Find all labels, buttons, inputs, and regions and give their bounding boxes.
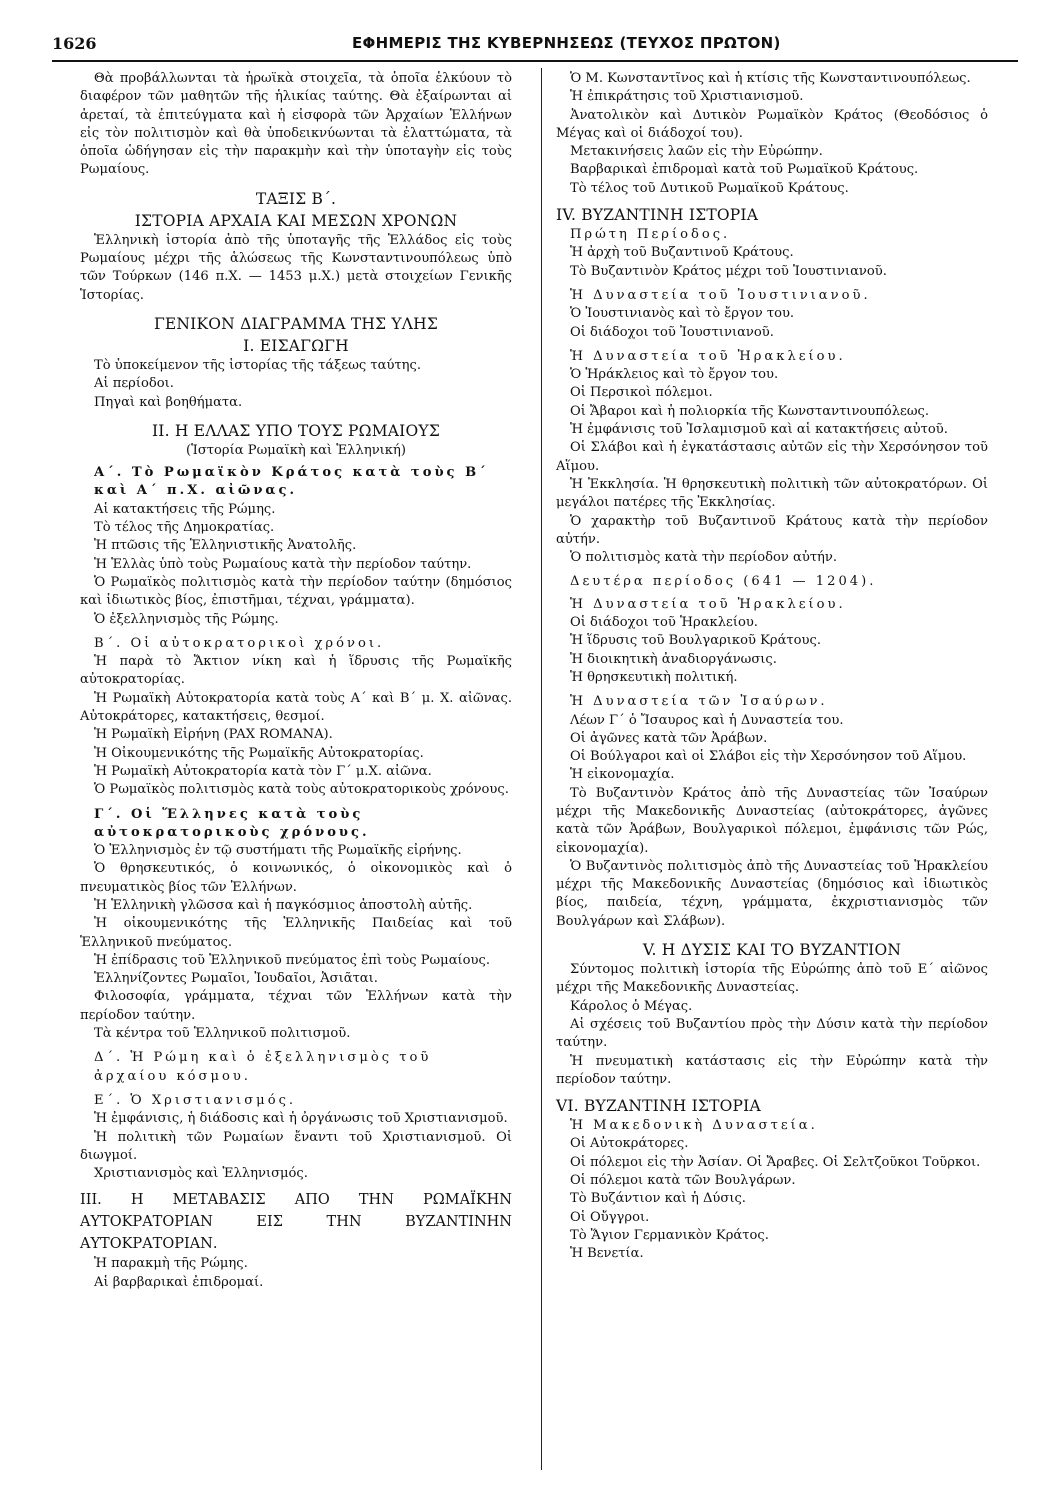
- list-item: Αἱ βαρβαρικαὶ ἐπιδρομαί.: [94, 1274, 264, 1290]
- list-item: Οἱ διάδοχοι τοῦ Ἡρακλείου.: [570, 615, 758, 631]
- list-item: Αἱ περίοδοι.: [94, 376, 174, 392]
- list-item: Μετακινήσεις λαῶν εἰς τὴν Εὐρώπην.: [570, 144, 823, 160]
- list-item: Ἑλληνίζοντες Ρωμαῖοι, Ἰουδαῖοι, Ἀσιᾶται.: [94, 971, 378, 987]
- gazette-title: ΕΦΗΜΕΡΙΣ ΤΗΣ ΚΥΒΕΡΝΗΣΕΩΣ (ΤΕΥΧΟΣ ΠΡΩΤΟΝ): [352, 34, 781, 52]
- list-item: Βαρβαρικαὶ ἐπιδρομαὶ κατὰ τοῦ Ρωμαϊκοῦ Κράτους.: [570, 162, 919, 178]
- list-item: Οἱ πόλεμοι κατὰ τῶν Βουλγάρων.: [570, 1173, 796, 1189]
- heraclian-dynasty-heading-2: Ἡ Δυναστεία τοῦ Ἡρακλείου.: [570, 596, 846, 612]
- section-3-heading: ΙΙΙ. Η ΜΕΤΑΒΑΣΙΣ ΑΠΟ ΤΗΝ ΡΩΜΑΪΚΗΝ ΑΥΤΟΚΡΑΤΟΡΙΑΝ ΕΙΣ ΤΗΝ ΒΥΖΑΝΤΙΝΗΝ ΑΥΤΟΚΡΑΤΟΡΙΑΝ.: [80, 1192, 512, 1253]
- list-item: Ὁ Ρωμαϊκὸς πολιτισμὸς κατὰ τοὺς αὐτοκρατορικοὺς χρόνους.: [94, 782, 509, 798]
- list-item: Τὸ τέλος τοῦ Δυτικοῦ Ρωμαϊκοῦ Κράτους.: [570, 180, 849, 196]
- list-item: Ἡ πολιτικὴ τῶν Ρωμαίων ἔναντι τοῦ Χριστιανισμοῦ. Οἱ διωγμοί.: [80, 1129, 512, 1163]
- first-period-heading: Πρώτη Περίοδος.: [570, 227, 731, 243]
- isaurian-dynasty-heading: Ἡ Δυναστεία τῶν Ἰσαύρων.: [570, 694, 828, 710]
- section-1-heading: Ι. ΕΙΣΑΓΩΓΗ: [243, 336, 349, 355]
- section-4-heading: IV. ΒΥΖΑΝΤΙΝΗ ΙΣΤΟΡΙΑ: [556, 206, 759, 225]
- list-item: Τὸ ὑποκείμενον τῆς ἱστορίας τῆς τάξεως ταύτης.: [94, 357, 422, 373]
- list-item: Τὸ Βυζαντινὸν Κράτος ἀπὸ τῆς Δυναστείας τῶν Ἰσαύρων μέχρι τῆς Μακεδονικῆς Δυναστείας (αὐτοκράτορες, ἀγῶνες κατὰ τῶν Ἀράβων, Βουλγαρικοὶ πόλεμοι, ἐμφάνισις τῶν Ρώς, εἰκονομαχία).: [556, 785, 988, 856]
- list-item: Τὸ τέλος τῆς Δημοκρατίας.: [94, 520, 275, 536]
- list-item: Οἱ ἀγῶνες κατὰ τῶν Ἀράβων.: [570, 730, 768, 746]
- list-item: Οἱ Βούλγαροι καὶ οἱ Σλάβοι εἰς τὴν Χερσόνησον τοῦ Αἵμου.: [570, 749, 967, 765]
- header-rule: [52, 60, 1018, 62]
- list-item: Οἱ διάδοχοι τοῦ Ἰουστινιανοῦ.: [570, 324, 774, 340]
- list-item: Ὁ Ἰουστινιανὸς καὶ τὸ ἔργον του.: [570, 306, 795, 322]
- list-item: Ἡ Ἑλληνικὴ γλῶσσα καὶ ἡ παγκόσμιος ἀποστολὴ αὐτῆς.: [94, 897, 473, 913]
- intro-paragraph: Θὰ προβάλλωνται τὰ ἡρωϊκὰ στοιχεῖα, τὰ ὁποῖα ἑλκύουν τὸ διαφέρον τῶν μαθητῶν τῆς ἡλικίας ταύτης. Θὰ ἐξαίρωνται αἱ ἀρεταί, τὰ ἐπιτεύγματα καὶ ἡ εἰσφορὰ τῶν Ἀρχαίων Ἑλλήνων εἰς τὸν πολιτισμὸν καὶ θὰ ὑποδεικνύωνται τὰ ἐλαττώματα, τὰ ὁποῖα ὡδήγησαν εἰς τὴν παρακμὴν καὶ τὴν ὑποταγὴν εἰς τοὺς Ρωμαίους.: [80, 71, 512, 178]
- list-item: Τὸ Ἅγιον Γερμανικὸν Κράτος.: [570, 1227, 769, 1243]
- list-item: Ὁ Βυζαντινὸς πολιτισμὸς ἀπὸ τῆς Δυναστείας τοῦ Ἡρακλείου μέχρι τῆς Μακεδονικῆς Δυναστείας (δημόσιος καὶ ἰδιωτικὸς βίος, παιδεία, τέχνη, γράμματα, ἐκχριστιανισμὸς τῶν Βουλγάρων καὶ Σλάβων).: [556, 858, 988, 929]
- list-item: Ὁ Ἑλληνισμὸς ἐν τῷ συστήματι τῆς Ρωμαϊκῆς εἰρήνης.: [94, 843, 462, 859]
- right-column: [556, 70, 988, 1264]
- list-item: Κάρολος ὁ Μέγας.: [570, 998, 693, 1014]
- list-item: Ἡ ἐμφάνισις τοῦ Ἰσλαμισμοῦ καὶ αἱ κατακτήσεις αὐτοῦ.: [570, 422, 948, 438]
- list-item: Ἀνατολικὸν καὶ Δυτικὸν Ρωμαϊκὸν Κράτος (Θεοδόσιος ὁ Μέγας καὶ οἱ διάδοχοί του).: [556, 107, 988, 141]
- list-item: Ὁ χαρακτὴρ τοῦ Βυζαντινοῦ Κράτους κατὰ τὴν περίοδον αὐτήν.: [556, 513, 988, 547]
- list-item: Πηγαὶ καὶ βοηθήματα.: [94, 394, 243, 410]
- subsection-d-heading: Δ΄. Ἡ Ρώμη καὶ ὁ ἐξελληνισμὸς τοῦ ἀρχαίου κόσμου.: [94, 1050, 432, 1084]
- section-2-heading: ΙΙ. Η ΕΛΛΑΣ ΥΠΟ ΤΟΥΣ ΡΩΜΑΙΟΥΣ: [151, 421, 441, 440]
- left-column: [80, 70, 512, 1292]
- course-title: ΙΣΤΟΡΙΑ ΑΡΧΑΙΑ ΚΑΙ ΜΕΣΩΝ ΧΡΟΝΩΝ: [134, 211, 458, 230]
- subsection-e-heading: Ε΄. Ὁ Χριστιανισμός.: [94, 1092, 297, 1108]
- list-item: Ἡ Οἰκουμενικότης τῆς Ρωμαϊκῆς Αὐτοκρατορίας.: [94, 745, 424, 761]
- list-item: Ἡ θρησκευτικὴ πολιτική.: [570, 669, 738, 685]
- list-item: Οἱ Ἄβαροι καὶ ἡ πολιορκία τῆς Κωνσταντινουπόλεως.: [570, 403, 929, 419]
- justinian-dynasty-heading: Ἡ Δυναστεία τοῦ Ἰουστινιανοῦ.: [570, 287, 871, 303]
- list-item: Φιλοσοφία, γράμματα, τέχναι τῶν Ἑλλήνων κατὰ τὴν περίοδον ταύτην.: [80, 989, 512, 1023]
- subsection-c-heading: Γ΄. Οἱ Ἕλληνες κατὰ τοὺς αὐτοκρατορικοὺς χρόνους.: [94, 806, 370, 840]
- list-item: Ἡ ἵδρυσις τοῦ Βουλγαρικοῦ Κράτους.: [570, 633, 821, 649]
- course-description: Ἑλληνικὴ ἱστορία ἀπὸ τῆς ὑποταγῆς τῆς Ἑλλάδος εἰς τοὺς Ρωμαίους μέχρι τῆς ἁλώσεως τῆς Κωνσταντινουπόλεως ὑπὸ τῶν Τούρκων (146 π.Χ. — 1453 μ.Χ.) μετὰ στοιχείων Γενικῆς Ἱστορίας.: [80, 232, 512, 303]
- list-item: Ὁ πολιτισμὸς κατὰ τὴν περίοδον αὐτήν.: [570, 550, 838, 566]
- list-item: Ἡ ἐμφάνισις, ἡ διάδοσις καὶ ἡ ὀργάνωσις τοῦ Χριστιανισμοῦ.: [94, 1111, 508, 1127]
- page-number: 1626: [52, 34, 97, 53]
- column-divider: [541, 68, 542, 1470]
- list-item: Τὸ Βυζάντιον καὶ ἡ Δύσις.: [570, 1191, 746, 1207]
- list-item: Οἱ Σλάβοι καὶ ἡ ἐγκατάστασις αὐτῶν εἰς τὴν Χερσόνησον τοῦ Αἵμου.: [556, 440, 988, 474]
- list-item: Ἡ ἀρχὴ τοῦ Βυζαντινοῦ Κράτους.: [570, 245, 794, 261]
- list-item: Ἡ Ρωμαϊκὴ Αὐτοκρατορία κατὰ τὸν Γ΄ μ.Χ. αἰῶνα.: [94, 763, 432, 779]
- list-item: Σύντομος πολιτικὴ ἱστορία τῆς Εὐρώπης ἀπὸ τοῦ Ε΄ αἰῶνος μέχρι τῆς Μακεδονικῆς Δυναστείας.: [556, 962, 988, 996]
- second-period-heading: Δευτέρα περίοδος (641 — 1204).: [570, 574, 877, 590]
- list-item: Ἡ πνευματικὴ κατάστασις εἰς τὴν Εὐρώπην κατὰ τὴν περίοδον ταύτην.: [556, 1053, 988, 1087]
- list-item: Τὰ κέντρα τοῦ Ἑλληνικοῦ πολιτισμοῦ.: [94, 1026, 351, 1042]
- list-item: Οἱ Οὔγγροι.: [570, 1209, 650, 1225]
- list-item: Λέων Γ΄ ὁ Ἴσαυρος καὶ ἡ Δυναστεία του.: [570, 712, 844, 728]
- list-item: Ἡ ἐπικράτησις τοῦ Χριστιανισμοῦ.: [570, 89, 804, 105]
- heraclian-dynasty-heading: Ἡ Δυναστεία τοῦ Ἡρακλείου.: [570, 348, 846, 364]
- list-item: Ἡ οἰκουμενικότης τῆς Ἑλληνικῆς Παιδείας καὶ τοῦ Ἑλληνικοῦ πνεύματος.: [80, 916, 512, 950]
- list-item: Ἡ εἰκονομαχία.: [570, 767, 675, 783]
- list-item: Ὁ Ἡράκλειος καὶ τὸ ἔργον του.: [570, 367, 779, 383]
- list-item: Ἡ ἐπίδρασις τοῦ Ἑλληνικοῦ πνεύματος ἐπὶ τοὺς Ρωμαίους.: [94, 952, 491, 968]
- subsection-b-heading: Β΄. Οἱ αὐτοκρατορικοὶ χρόνοι.: [94, 635, 385, 651]
- list-item: Οἱ Περσικοὶ πόλεμοι.: [570, 385, 713, 401]
- list-item: Ἡ Ἐκκλησία. Ἡ θρησκευτικὴ πολιτικὴ τῶν αὐτοκρατόρων. Οἱ μεγάλοι πατέρες τῆς Ἐκκλησίας.: [556, 476, 988, 511]
- section-6-heading: VI. ΒΥΖΑΝΤΙΝΗ ΙΣΤΟΡΙΑ: [556, 1097, 761, 1116]
- list-item: Ἡ πτῶσις τῆς Ἑλληνιστικῆς Ἀνατολῆς.: [94, 538, 357, 554]
- list-item: Ἡ Βενετία.: [570, 1246, 644, 1262]
- list-item: Ὁ Μ. Κωνσταντῖνος καὶ ἡ κτίσις τῆς Κωνσταντινουπόλεως.: [570, 71, 971, 86]
- list-item: Ὁ θρησκευτικός, ὁ κοινωνικός, ὁ οἰκονομικὸς καὶ ὁ πνευματικὸς βίος τῶν Ἑλλήνων.: [80, 861, 512, 895]
- list-item: Οἱ πόλεμοι εἰς τὴν Ἀσίαν. Οἱ Ἄραβες. Οἱ Σελτζοῦκοι Τοῦρκοι.: [570, 1154, 981, 1170]
- list-item: Ἡ Ἑλλὰς ὑπὸ τοὺς Ρωμαίους κατὰ τὴν περίοδον ταύτην.: [94, 556, 472, 572]
- section-2-subtitle: (Ἱστορία Ρωμαϊκὴ καὶ Ἑλληνική): [186, 442, 406, 458]
- list-item: Ἡ παρακμὴ τῆς Ρώμης.: [94, 1256, 248, 1272]
- diagram-title: ΓΕΝΙΚΟΝ ΔΙΑΓΡΑΜΜΑ ΤΗΣ ΥΛΗΣ: [153, 314, 439, 333]
- page-header: [52, 30, 1018, 64]
- class-heading: ΤΑΞΙΣ Β΄.: [255, 189, 337, 208]
- macedonian-dynasty-heading: Ἡ Μακεδονικὴ Δυναστεία.: [570, 1118, 818, 1134]
- list-item: Οἱ Αὐτοκράτορες.: [570, 1136, 689, 1152]
- list-item: Ὁ ἐξελληνισμὸς τῆς Ρώμης.: [94, 611, 279, 627]
- section-5-heading: V. Η ΔΥΣΙΣ ΚΑΙ ΤΟ ΒΥΖΑΝΤΙΟΝ: [642, 941, 902, 960]
- list-item: Ἡ διοικητικὴ ἀναδιοργάνωσις.: [570, 651, 777, 667]
- list-item: Ἡ Ρωμαϊκὴ Αὐτοκρατορία κατὰ τοὺς Α΄ καὶ Β΄ μ. Χ. αἰῶνας. Αὐτοκράτορες, κατακτήσεις, θεσμοί.: [80, 690, 512, 725]
- list-item: Αἱ σχέσεις τοῦ Βυζαντίου πρὸς τὴν Δύσιν κατὰ τὴν περίοδον ταύτην.: [556, 1016, 988, 1051]
- list-item: Ἡ παρὰ τὸ Ἄκτιον νίκη καὶ ἡ ἵδρυσις τῆς Ρωμαϊκῆς αὐτοκρατορίας.: [80, 654, 512, 688]
- list-item: Ἡ Ρωμαϊκὴ Εἰρήνη (PAX ROMANA).: [94, 727, 333, 743]
- subsection-a-heading: Α΄. Τὸ Ρωμαϊκὸν Κράτος κατὰ τοὺς Β΄ καὶ Α΄ π.Χ. αἰῶνας.: [94, 465, 489, 499]
- list-item: Χριστιανισμὸς καὶ Ἑλληνισμός.: [94, 1166, 308, 1182]
- list-item: Ὁ Ρωμαϊκὸς πολιτισμὸς κατὰ τὴν περίοδον ταύτην (δημόσιος καὶ ἰδιωτικὸς βίος, ἐπιστῆμαι, τέχναι, γράμματα).: [80, 574, 512, 609]
- list-item: Αἱ κατακτήσεις τῆς Ρώμης.: [94, 501, 276, 517]
- list-item: Τὸ Βυζαντινὸν Κράτος μέχρι τοῦ Ἰουστινιανοῦ.: [570, 263, 887, 279]
